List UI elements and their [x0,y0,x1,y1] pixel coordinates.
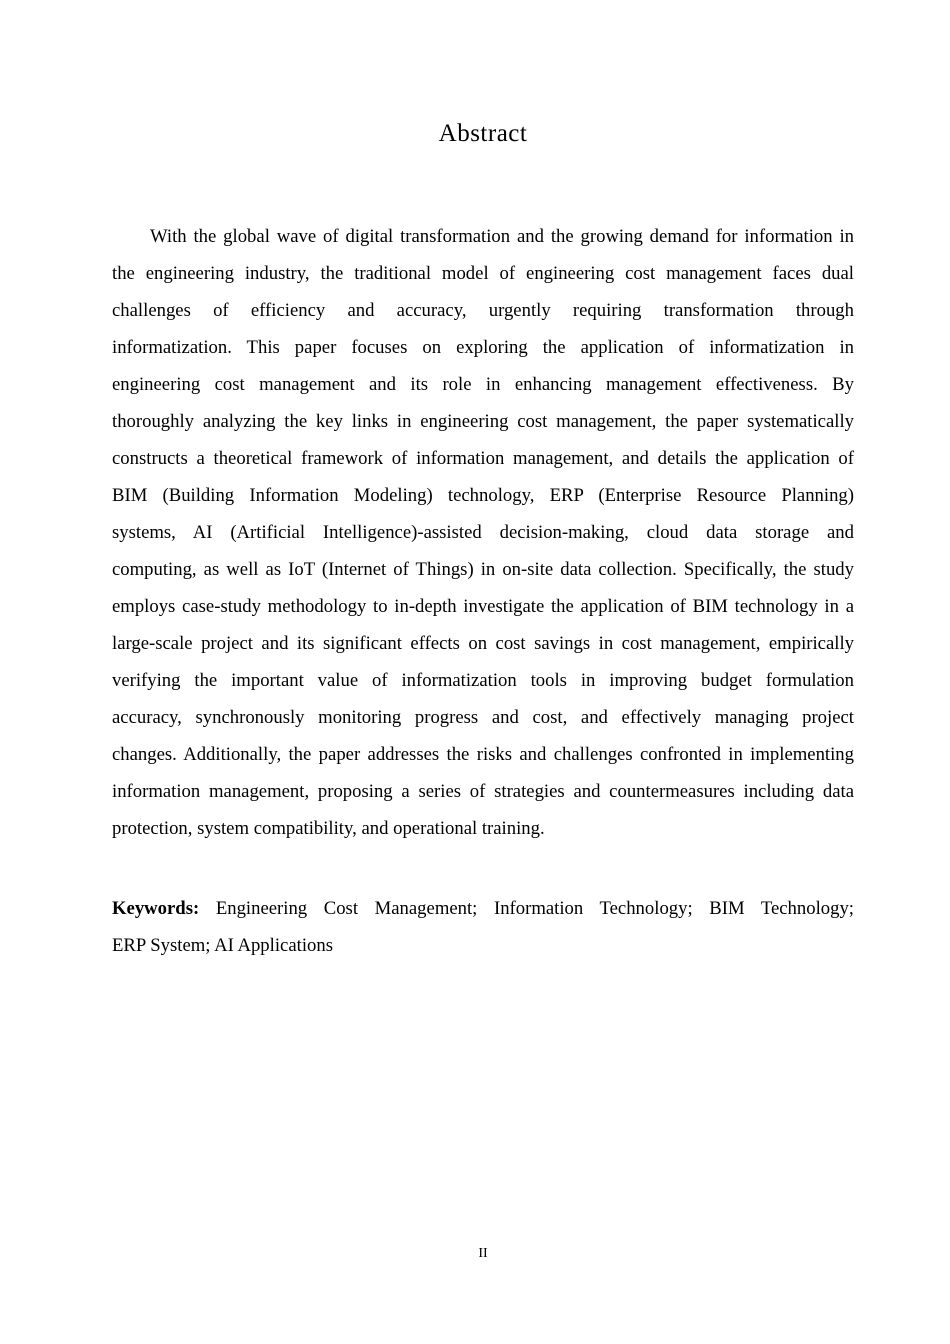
abstract-line: systems, AI (Artificial Intelligence)-assisted decision-making, cloud data storage and [112,522,854,543]
abstract-line: With the global wave of digital transformation and the growing demand for information in [150,226,854,247]
keywords-text-line2: ERP System; AI Applications [112,935,333,956]
abstract-line: constructs a theoretical framework of information management, and details the application of [112,448,854,469]
abstract-line: challenges of efficiency and accuracy, urgently requiring transformation through [112,300,854,321]
keywords-text-line1: Engineering Cost Management; Information Technology; BIM Technology; [215,898,854,919]
keywords-label: Keywords: [112,898,200,919]
page-number: II [478,1246,488,1261]
abstract-line: large-scale project and its significant effects on cost savings in cost management, empirically [112,633,854,654]
abstract-line: verifying the important value of informatization tools in improving budget formulation [112,670,854,691]
abstract-line: computing, as well as IoT (Internet of Things) in on-site data collection. Specifically, the study [112,559,854,580]
abstract-paragraph [112,218,854,847]
abstract-line: informatization. This paper focuses on exploring the application of informatization in [112,337,854,358]
abstract-line: thoroughly analyzing the key links in engineering cost management, the paper systematically [112,411,854,432]
abstract-line: information management, proposing a series of strategies and countermeasures including data [112,781,854,802]
keywords-line-1 [112,890,854,927]
abstract-line: BIM (Building Information Modeling) technology, ERP (Enterprise Resource Planning) [112,485,854,506]
keywords-section [112,890,854,964]
abstract-line: protection, system compatibility, and operational training. [112,818,545,839]
abstract-line: changes. Additionally, the paper addresses the risks and challenges confronted in implementing [112,744,854,765]
abstract-line: employs case-study methodology to in-depth investigate the application of BIM technology in a [112,596,854,617]
page-title: Abstract [438,120,528,147]
abstract-line: the engineering industry, the traditional model of engineering cost management faces dual [112,263,854,284]
abstract-line: engineering cost management and its role in enhancing management effectiveness. By [112,374,854,395]
abstract-line: accuracy, synchronously monitoring progress and cost, and effectively managing project [112,707,854,728]
content-column [112,0,854,964]
